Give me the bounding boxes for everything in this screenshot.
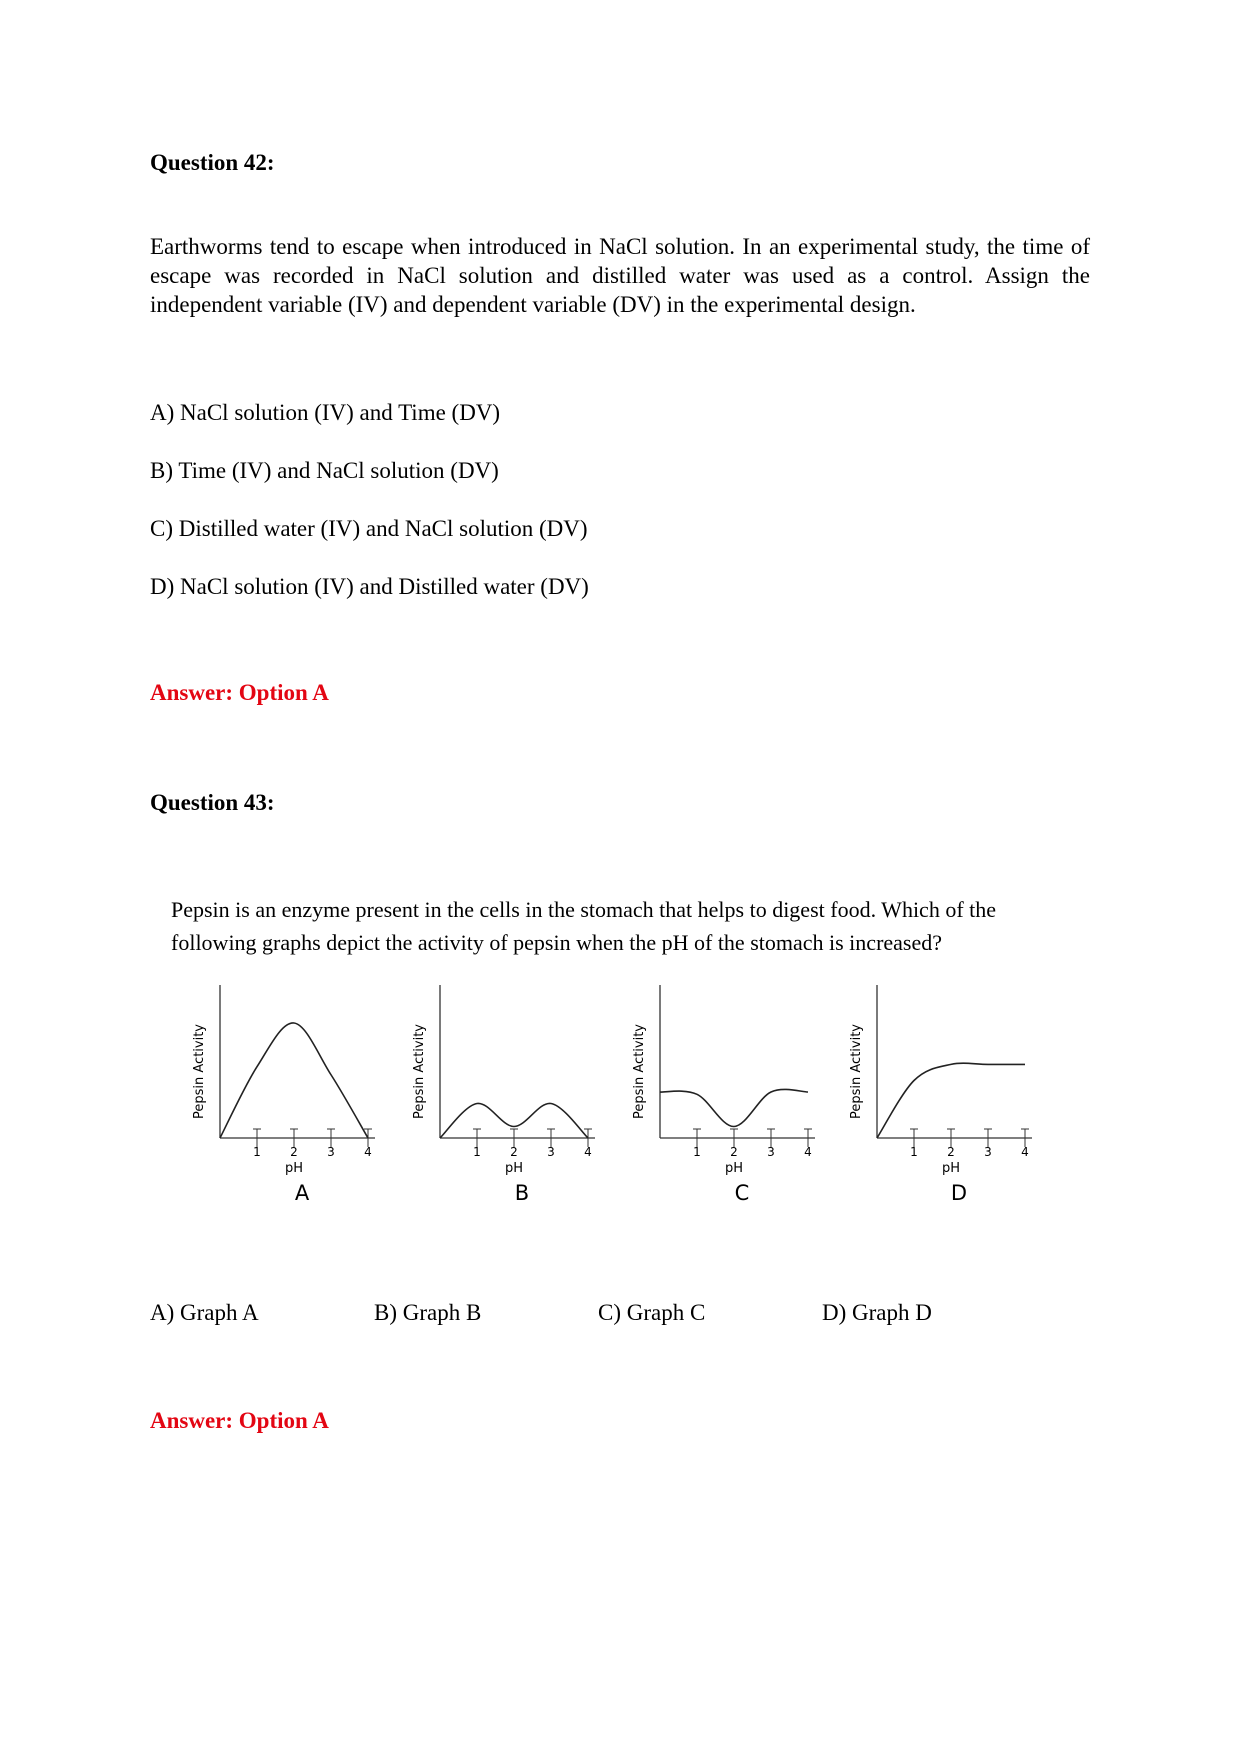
question-43-title: Question 43: [150, 790, 275, 815]
graph-b [405, 985, 615, 1230]
x-tick-label-a-2: 2 [290, 1145, 298, 1159]
q43-option-b: B) Graph B [374, 1300, 482, 1325]
graph-c [625, 985, 835, 1230]
pepsin-graphs [185, 985, 1065, 1230]
graph-label-b: B [514, 1181, 530, 1205]
x-tick-label-d-3: 3 [984, 1145, 992, 1159]
x-tick-label-a-4: 4 [364, 1145, 372, 1159]
graph-b-svg [405, 985, 615, 1230]
question-42-text: Earthworms tend to escape when introduced in NaCl solution. In an experimental study, the time of escape was recorded in NaCl solution and distilled water was used as a control. Assign the independent variable (IV) and dependent variable (DV) in the experimental design. [150, 234, 1090, 317]
q43-option-a: A) Graph A [150, 1300, 259, 1325]
graph-a [185, 985, 395, 1230]
x-tick-label-d-1: 1 [910, 1145, 918, 1159]
q42-option-a: A) NaCl solution (IV) and Time (DV) [150, 400, 501, 425]
x-tick-label-b-1: 1 [473, 1145, 481, 1159]
x-tick-label-c-3: 3 [767, 1145, 775, 1159]
q42-option-d: D) NaCl solution (IV) and Distilled water (DV) [150, 574, 589, 599]
activity-curve-c [660, 1089, 808, 1126]
graph-label-a: A [294, 1181, 310, 1205]
x-tick-label-d-4: 4 [1021, 1145, 1029, 1159]
y-axis-label-d: Pepsin Activity [849, 1024, 864, 1119]
y-axis-label-b: Pepsin Activity [412, 1024, 427, 1119]
x-tick-label-c-2: 2 [730, 1145, 738, 1159]
x-tick-label-d-2: 2 [947, 1145, 955, 1159]
graph-c-svg [625, 985, 835, 1230]
graph-d-svg [842, 985, 1052, 1230]
x-tick-label-c-4: 4 [804, 1145, 812, 1159]
x-axis-label-d: pH [941, 1161, 961, 1176]
q43-answer: Answer: Option A [150, 1408, 329, 1433]
activity-curve-d [877, 1063, 1025, 1138]
x-tick-label-a-3: 3 [327, 1145, 335, 1159]
activity-curve-a [220, 1023, 368, 1138]
x-axis-label-a: pH [284, 1161, 304, 1176]
q43-option-d: D) Graph D [822, 1300, 932, 1325]
q42-option-c: C) Distilled water (IV) and NaCl solution (DV) [150, 516, 588, 541]
y-axis-label-c: Pepsin Activity [632, 1024, 647, 1119]
graph-label-d: D [950, 1181, 968, 1205]
x-tick-label-c-1: 1 [693, 1145, 701, 1159]
graph-label-c: C [734, 1181, 750, 1205]
graph-a-svg [185, 985, 395, 1230]
y-axis-label-a: Pepsin Activity [192, 1024, 207, 1119]
x-tick-label-b-3: 3 [547, 1145, 555, 1159]
x-axis-label-b: pH [504, 1161, 524, 1176]
question-42-title: Question 42: [150, 150, 275, 175]
x-axis-label-c: pH [724, 1161, 744, 1176]
q42-option-b: B) Time (IV) and NaCl solution (DV) [150, 458, 499, 483]
x-tick-label-b-2: 2 [510, 1145, 518, 1159]
graph-d [842, 985, 1052, 1230]
q43-option-c: C) Graph C [598, 1300, 706, 1325]
question-43-text: Pepsin is an enzyme present in the cells in the stomach that helps to digest food. Which of the following graphs depict the activity of pepsin when the pH of the stomach is increased? [171, 897, 997, 955]
x-tick-label-a-1: 1 [253, 1145, 261, 1159]
x-tick-label-b-4: 4 [584, 1145, 592, 1159]
q42-answer: Answer: Option A [150, 680, 329, 705]
